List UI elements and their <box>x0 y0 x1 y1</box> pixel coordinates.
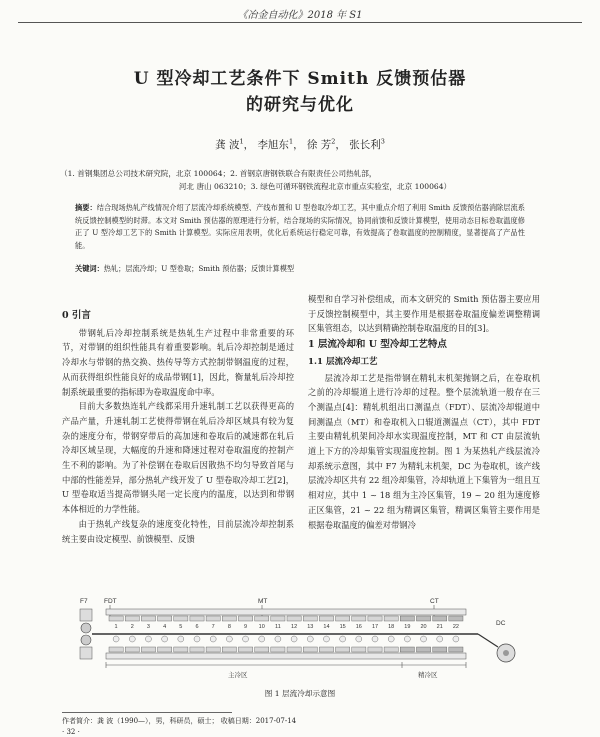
laminar-cooling-diagram <box>78 595 528 685</box>
upper-bank <box>174 616 188 621</box>
affiliation-line-2: 河北 唐山 063210；3. 绿色可循环钢铁流程北京市重点实验室，北京 100064） <box>178 182 452 191</box>
roller <box>372 636 378 642</box>
upper-bank <box>336 616 350 621</box>
upper-bank <box>416 616 430 621</box>
title-line-2: 的研究与优化 <box>246 95 354 115</box>
bank-number: 11 <box>275 624 281 630</box>
roller <box>421 636 427 642</box>
upper-bank <box>222 616 236 621</box>
lower-bank <box>319 647 333 652</box>
upper-bank <box>125 616 139 621</box>
bank-number: 20 <box>420 624 427 630</box>
section-heading-1: 1 层流冷却和 U 型冷却工艺特点 <box>308 339 447 351</box>
upper-bank <box>141 616 155 621</box>
upper-bank <box>287 616 301 621</box>
label-fdt: FDT <box>104 598 117 605</box>
intro-paragraph-2: 目前大多数热连轧产线都采用升速轧制工艺以获得更高的产品产量，升速轧制工艺使得带钢在轧后冷却区域具有较为复杂的速度分布，带钢穿带后的高加速和卷取后的减速都在轧后冷却区域呈现，大幅度的升速和降速过程对卷取温度的控制产生不利的影响。为了补偿钢在卷取后因散热不均匀导致首尾与中部的性能差异，部分热轧产线开发了 U 型卷取冷却工艺[2]，U 型卷取适当提高带钢头尾一定长度内的温度，以达到和带钢本体相近的力学性能。 <box>62 401 294 515</box>
label-ct: CT <box>430 598 439 605</box>
lower-bank <box>190 647 204 652</box>
lower-bank <box>125 647 139 652</box>
upper-bank <box>449 616 463 621</box>
lower-bank <box>449 647 463 652</box>
lower-header-pipe <box>106 653 466 659</box>
lower-bank <box>222 647 236 652</box>
f7-stand <box>80 609 92 659</box>
abstract-label: 摘要： <box>75 203 97 212</box>
roller <box>453 636 459 642</box>
roller <box>307 636 313 642</box>
upper-bank <box>319 616 333 621</box>
bank-number: 10 <box>258 624 265 630</box>
roller <box>275 636 281 642</box>
abstract-text: 结合现场热轧产线情况介绍了层流冷却系统模型、产线布置和 U 型卷取冷却工艺，其中重点介绍了利用 Smith 反馈预估器消除层流系统反馈控制模型的时滞。本文对 Smith 预估器的原理进行分析，结合现场的实际情况，协同前馈和反馈计算模型，使用动态目标卷取温度修正了 U 型冷却工艺下的 Smith 计算模型。实际应用表明，优化后系统运行稳定可靠，有效提高了卷取温度的控制精度，显著提高了产品性能。 <box>75 203 525 250</box>
bank-number: 16 <box>355 624 362 630</box>
label-mt: MT <box>258 598 268 605</box>
keywords-text: 热轧；层流冷却；U 型卷取；Smith 预估器；反馈计算模型 <box>103 264 295 273</box>
bank-number: 8 <box>227 624 231 630</box>
roller <box>243 636 249 642</box>
roller <box>356 636 362 642</box>
roller-table <box>113 636 459 642</box>
author-list: 龚 波$^1$， 李旭东$^1$， 徐 芳$^2$， 张长利$^3$ <box>215 137 385 151</box>
zone-fine-label: 精冷区 <box>418 671 438 679</box>
bank-number: 7 <box>211 624 215 630</box>
author-name: 龚 波 <box>215 139 240 151</box>
upper-bank <box>384 616 398 621</box>
header-rule <box>18 22 582 23</box>
upper-bank <box>238 616 252 621</box>
lower-bank <box>303 647 317 652</box>
author-name: 李旭东 <box>257 139 289 151</box>
lower-bank <box>384 647 398 652</box>
bank-number: 12 <box>291 624 298 630</box>
bank-number: 21 <box>436 624 443 630</box>
bank-number: 5 <box>179 624 183 630</box>
roller <box>129 636 135 642</box>
roller <box>226 636 232 642</box>
roller <box>437 636 443 642</box>
bank-number: 1 <box>114 624 118 630</box>
upper-bank <box>368 616 382 621</box>
keywords <box>75 264 525 274</box>
subsection-heading-1-1: 1.1 层流冷却工艺 <box>308 356 378 367</box>
lower-bank <box>206 647 220 652</box>
author-affil-mark: 3 <box>380 137 385 146</box>
intro-paragraph-3: 由于热轧产线复杂的速度变化特性，目前层流冷却控制系统主要由设定模型、前馈模型、反馈 <box>62 518 294 544</box>
upper-bank <box>352 616 366 621</box>
lower-bank <box>352 647 366 652</box>
lower-bank <box>238 647 252 652</box>
bank-number: 13 <box>307 624 314 630</box>
lower-bank <box>109 647 123 652</box>
right-column <box>308 292 540 532</box>
upper-bank <box>255 616 269 621</box>
bank-number: 4 <box>163 624 167 630</box>
bank-number: 19 <box>404 624 411 630</box>
lower-bank <box>158 647 172 652</box>
roller <box>291 636 297 642</box>
roller <box>259 636 265 642</box>
lower-bank <box>174 647 188 652</box>
intro-paragraph-1: 带钢轧后冷却控制系统是热轧生产过程中非常重要的环节，对带钢的组织性能具有着重要影响。轧后冷却控制是通过冷却水与带钢的热交换、热传导等方式控制带钢温度的过程，从而获得组织性能良好的成品带钢[1]，因此，衡量轧后冷却控制系统最重要的指标即为卷取温度命中率。 <box>62 327 294 397</box>
roller <box>113 636 119 642</box>
abstract <box>75 202 525 252</box>
roller <box>145 636 151 642</box>
lower-cooling-banks <box>109 647 463 652</box>
title-line-1: U 型冷却工艺条件下 Smith 反馈预估器 <box>133 69 467 89</box>
lower-bank <box>255 647 269 652</box>
lower-bank <box>141 647 155 652</box>
footnote-rule <box>62 712 232 713</box>
bank-number: 2 <box>130 624 134 630</box>
author-affil-mark: 2 <box>331 137 336 146</box>
roller <box>178 636 184 642</box>
lower-bank <box>336 647 350 652</box>
bank-number: 15 <box>339 624 346 630</box>
roller <box>210 636 216 642</box>
roller <box>323 636 329 642</box>
downcoiler <box>478 634 515 662</box>
running-header: 《冶金自动化》2018 年 S1 <box>237 10 363 21</box>
bank-number: 22 <box>452 624 459 630</box>
upper-bank <box>158 616 172 621</box>
lower-bank <box>271 647 285 652</box>
upper-bank <box>206 616 220 621</box>
affiliation-line-1: （1. 首钢集团总公司技术研究院，北京 100064；2. 首钢京唐钢铁联合有限责任公司热轧部， <box>60 169 377 178</box>
lower-bank <box>416 647 430 652</box>
upper-header-pipe <box>106 609 466 615</box>
upper-bank <box>433 616 447 621</box>
section-1-1-paragraph: 层流冷却工艺是指带钢在精轧末机架抛钢之后，在卷取机之前的冷却辊道上进行冷却的过程。整个层流轨道一般存在三个测温点[4]：精轧机组出口测温点（FDT）、层流冷却辊道中间测温点（MT）和卷取机入口辊道测温点（CT），其中 FDT 主要由精轧机架间冷却水实现温度控制，MT 和 CT 由层流轨道上下方的冷却集管实现温度控制。图 1 为某热轧产线层流冷却系统示意图，其中 F7 为精轧末机架，DC 为卷取机，该产线层流冷却区共有 22 组冷却集管，冷却轨道上下集管为一组且互相对应，其中 1 ~ 18 组为主冷区集管，19 ~ 20 组为速度修正区集管，21 ~ 22 组为精调区集管，精调区集管主要作用是根据卷取温度的偏差对带钢冷 <box>308 372 540 530</box>
label-dc: DC <box>496 620 506 627</box>
bank-number: 6 <box>195 624 199 630</box>
lower-bank <box>400 647 414 652</box>
left-column <box>62 307 294 546</box>
upper-bank <box>190 616 204 621</box>
zone-main-label: 主冷区 <box>228 671 248 679</box>
author-name: 徐 芳 <box>306 139 332 151</box>
author-affil-mark: 1 <box>288 137 294 146</box>
bank-number: 18 <box>388 624 395 630</box>
author-affil-mark: 1 <box>239 137 244 146</box>
bank-number: 17 <box>371 624 379 630</box>
lower-bank <box>433 647 447 652</box>
upper-bank <box>303 616 317 621</box>
roller <box>340 636 346 642</box>
bank-number: 14 <box>323 624 330 630</box>
label-f7: F7 <box>80 598 88 605</box>
upper-bank <box>400 616 414 621</box>
upper-bank <box>109 616 123 621</box>
roller <box>388 636 394 642</box>
roller <box>194 636 200 642</box>
author-name: 张长利 <box>349 139 381 151</box>
upper-cooling-banks <box>109 616 463 630</box>
intro-paragraph-continued: 模型和自学习补偿组成，而本文研究的 Smith 预估器主要应用于反馈控制模型中，其主要作用是根据卷取温度偏差调整精调区集管组态，以达到精确控制卷取温度的目的[3]。 <box>308 294 540 334</box>
lower-bank <box>368 647 382 652</box>
author-footnote: 作者简介：龚 波（1990—），男，科研员，硕士； 收稿日期：2017-07-14 <box>62 717 297 725</box>
page-number: · 32 · <box>62 728 80 736</box>
roller <box>404 636 410 642</box>
bank-number: 9 <box>244 624 248 630</box>
roller <box>162 636 168 642</box>
section-heading-intro: 0 引言 <box>62 310 91 321</box>
lower-bank <box>287 647 301 652</box>
upper-bank <box>271 616 285 621</box>
bank-number: 3 <box>146 624 150 630</box>
keywords-label: 关键词： <box>75 264 104 273</box>
figure-caption: 图 1 层流冷却示意图 <box>264 689 336 698</box>
